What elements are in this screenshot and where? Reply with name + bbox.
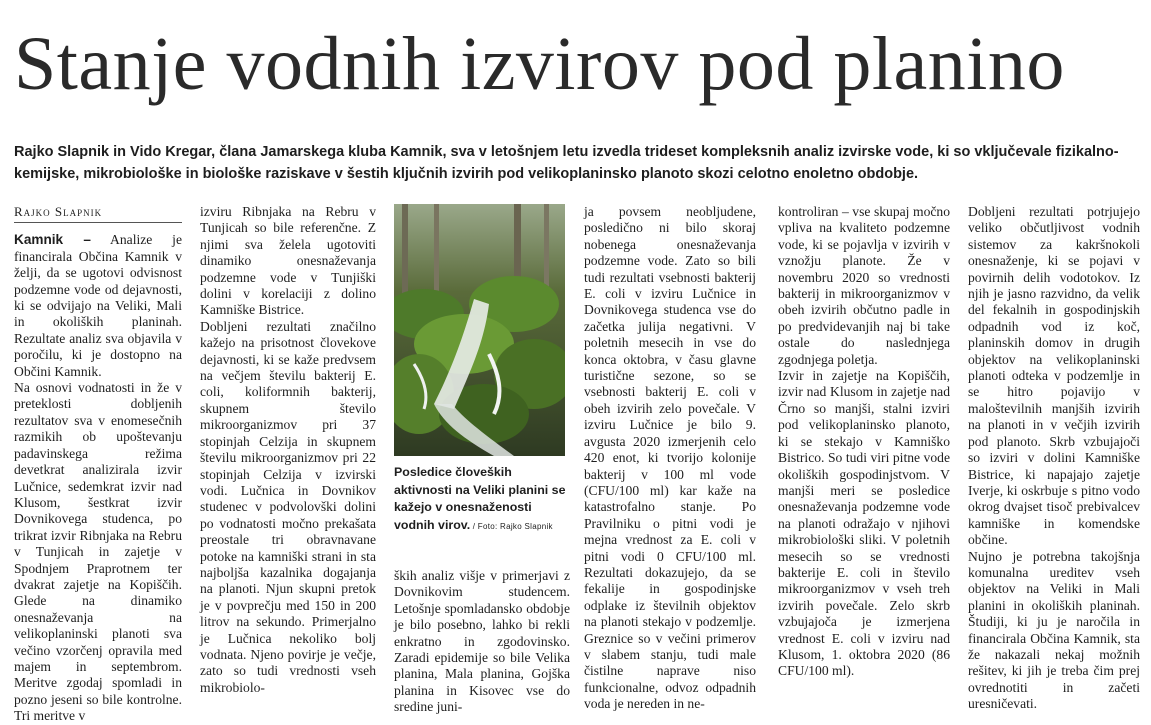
dateline: Kamnik – (14, 232, 91, 248)
paragraph-6: ja povsem neobljudene, posledično ni bilo skoraj nobenega onesnaževanja podzemne vode. Zato so bili tudi rezultati vsebnosti bakterij E. coli v izviru Lučnice in Dovnikovega studenca vse do začetka julija negativni. V poletnih mesecih in vse do konca oktobra, v času glavne turistične sezone, so se vsebnosti bakterij E. coli v obeh izvirih zelo povečale. V izviru Lučnice je bilo 9. avgusta 2020 izmerjenih celo 420 enot, ki tvorijo kolonije bakterij v 100 ml vode (CFU/100 ml) kar kaže na katastrofalno stanje. Po Pravilniku o pitni vodi je mejna vrednost za E. coli v pitni vodi 0 CFU/100 ml. Rezultati dokazujejo, da se fekalije in gospodinjske odplake iz številnih objektov na planoti stekajo v podzemlje. Greznice so v večini primerov v slabem stanju, tudi male čistilne naprave niso funkcionalne, odvoz odpadnih voda je nereden in ne- (584, 204, 756, 712)
paragraph-1-text: Analize je financirala Občina Kamnik v želji, da se ugotovi odvisnost podzemne vode od dejavnosti, ki se odvijajo na Veliki, Mali in okoliških planinah. Rezultate analiz sva objavila v poročilu, ki je dostopno na Občini Kamnik. (14, 232, 182, 379)
waterfall-illustration (394, 204, 565, 456)
paragraph-9: Dobljeni rezultati potrjujejo veliko občutljivost vodnih sistemov za kakršnokoli onesnaženje, ki se pojavi v povirnih delih vodotokov. Iz njih je jasno razvidno, da velik del fekalnih in gospodinjskih odpadnih vod iz koč, planinskih domov in drugih objektov na velikoplaninski planoti odteka v podzemlje in se hitro pojavijo v maloštevilnih manjših izvirih na planoti in v večjih izvirih pod planoto. Skrb vzbujajoči so izviri v dolini Kamniške Bistrice, ki napajajo zajetje Iverje, ki oskrbuje s pitno vodo okrog dvajset tisoč prebivalcev kamniške in komendske občine. (968, 204, 1140, 548)
byline: Rajko Slapnik (14, 204, 182, 223)
article-column-4 (778, 204, 950, 680)
article-column-3-lower (394, 568, 570, 716)
headline: Stanje vodnih izvirov pod planino (14, 22, 1065, 106)
article-column-3 (584, 204, 756, 713)
paragraph-7: kontroliran – vse skupaj močno vpliva na kvaliteto podzemne vode, ki se pojavlja v izvirih v vznožju planote. Že v novembru 2020 so vrednosti bakterij in mikroorganizmov v obeh izvirih občutno padle in po predvidevanjih naj bi take ostale do naslednjega zgodnjega poletja. (778, 204, 950, 367)
article-column-5 (968, 204, 1140, 713)
lead-paragraph: Rajko Slapnik in Vido Kregar, člana Jamarskega kluba Kamnik, sva v letošnjem letu izvedla trideset kompleksnih analiz izvirske vode, ki so vključevale fizikalno-kemijske, mikrobiološke in biološke raziskave v šestih ključnih izvirih pod velikoplaninsko planoto skozi celotno enoletno obdobje. (14, 144, 1119, 182)
article-column-2 (200, 204, 376, 696)
photo-caption (394, 464, 572, 535)
paragraph-8: Izvir in zajetje na Kopiščih, izvir nad Klusom in zajetje nad Črno so manjši, stalni izviri pod velikoplaninsko planoto, ki se stekajo v Kamniško Bistrico. So tudi viri pitne vode okoliških gospodinjstvom. V manjši meri se posledice onesnaževanja podzemne vode na planoti odražajo v njihovi mikrobiološki sliki. V poletnih mesecih so se vrednosti bakterije E. coli in število mikroorganizmov v vseh treh izvirih povečale. Zelo skrb vzbujajoča je izmerjena vrednost E. coli v izviru nad Klusom, 1. oktobra 2020 (86 CFU/100 ml). (778, 368, 950, 679)
paragraph-4: Dobljeni rezultati značilno kažejo na prisotnost človekove dejavnosti, ki se kaže predvsem na večjem številu bakterij E. coli, koliformnih bakterij, skupnem število mikroorganizmov pri 37 stopinjah Celzija in skupnem številu mikroorganizmov pri 22 stopinjah Celzija v izvirski vodi. Lučnica in Dovnikov studenec v podvolovški dolini po vodnatosti močno prekašata preostale tri obravnavane potoke na kamniški strani in sta najboljša kazalnika dogajanja na planoti. Njun skupni pretok je v povprečju med 150 in 200 litrov na sekundo. Primerjalno je Lučnica nekoliko bolj vodnata. Njeno povirje je večje, zato so tudi vrednosti vseh mikrobiolo- (200, 318, 376, 695)
caption-text: Posledice človeških aktivnosti na Veliki planini se kažejo v onesnaženosti vodnih virov. (394, 465, 566, 532)
paragraph-10: Nujno je potrebna takojšnja komunalna ureditev vseh objektov na Veliki in Mali planini in okoliških planinah. Študiji, ki ju je naročila in financirala Občina Kamnik, sta že nakazali nekaj možnih rešitev, ki jih je treba čim prej ovrednotiti in začeti uresničevati. (968, 548, 1140, 712)
waterfall-photo (394, 204, 565, 456)
photo-credit: / Foto: Rajko Slapnik (470, 521, 553, 531)
paragraph-2: Na osnovi vodnatosti in že v preteklosti dobljenih rezultatov sva v enomesečnih razmikih ob upoštevanju padavinskega režima devetkrat analizirala izvir Lučnice, sedemkrat izvir nad Klusom, šestkrat izvir Dovnikovega studenca, po trikrat izvir Ribnjaka na Rebru v Tunjicah in zajetje v Spodnjem Praprotnem ter dvakrat zajetje na Kopiščih. Glede na dinamiko onesnaževanja na velikoplaninski planoti sva večino vzorčenj opravila med majem in septembrom. Meritve zgodaj spomladi in pozno jeseni so bile kontrolne. Tri meritve v (14, 380, 182, 724)
paragraph-5: ških analiz višje v primerjavi z Dovnikovim studencem. Letošnje spomladansko obdobje je bilo posebno, lahko bi rekli enkratno in zgodovinsko. Zaradi epidemije so bile Velika planina, Mala planina, Gojška planina in Kisovec vse do sredine juni- (394, 568, 570, 715)
paragraph-1 (14, 232, 182, 380)
article-column-1 (14, 204, 182, 725)
paragraph-3: izviru Ribnjaka na Rebru v Tunjicah so bile referenčne. Z njimi sva želela ugotoviti dinamiko onesnaževanja podzemne vode v Tunjiški dolini v korelaciji z dolino Kamniške Bistrice. (200, 204, 376, 318)
